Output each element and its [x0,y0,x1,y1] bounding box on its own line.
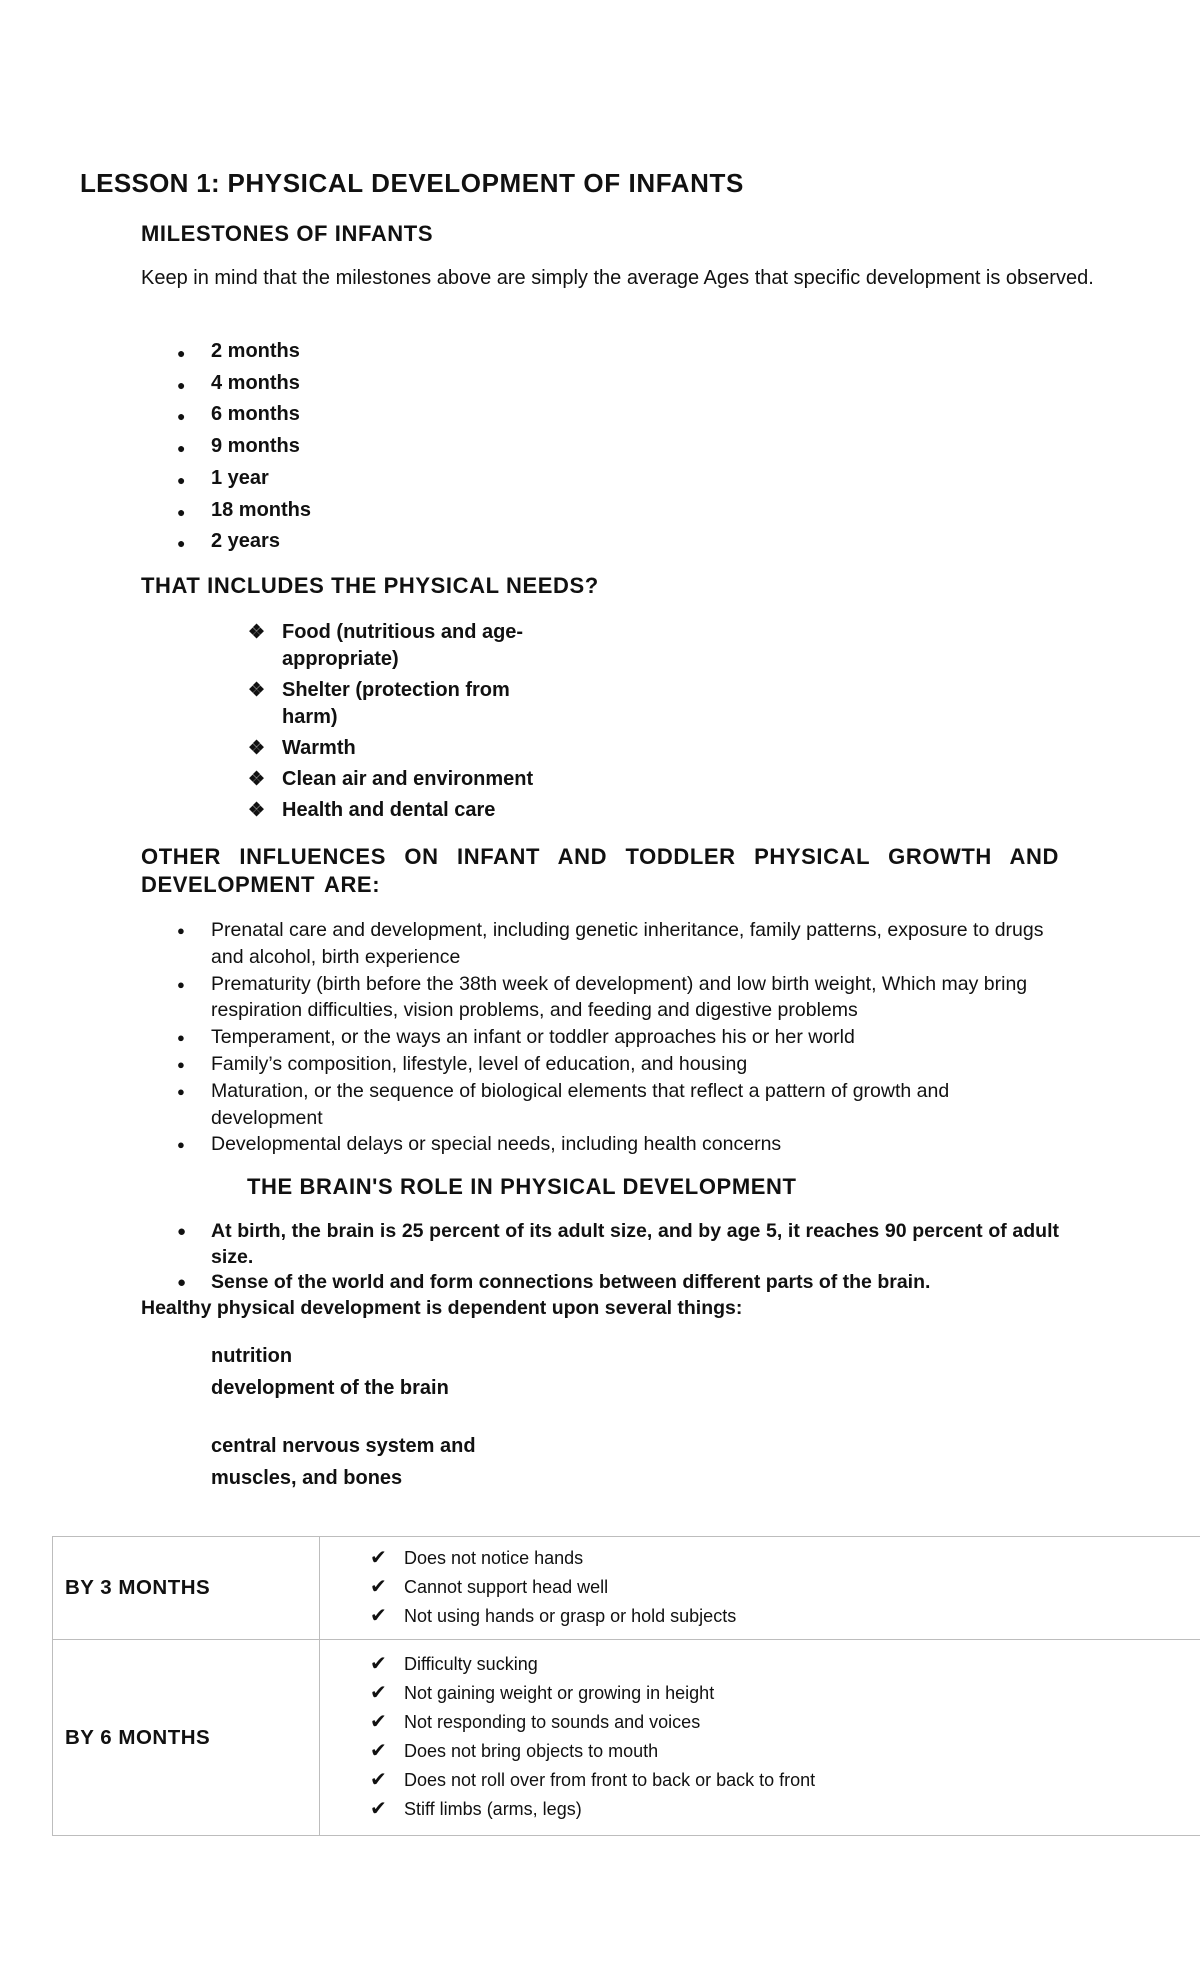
brain-list [141,1219,1059,1296]
age-list [141,336,741,558]
list-item: ● 6 months [141,399,741,431]
list-item: ✔ Does not bring objects to mouth [320,1737,1200,1766]
list-item: ✔ Not gaining weight or growing in height [320,1679,1200,1708]
lesson-prefix: LESSON 1: [80,168,228,198]
list-item: ✔ Difficulty sucking [320,1650,1200,1679]
list-item: ● 2 years [141,526,741,558]
list-item: ● At birth, the brain is 25 percent of its adult size, and by age 5, it reaches 90 percent of adult size. [141,1219,1059,1270]
physical-needs-heading: THAT INCLUDES THE PHYSICAL NEEDS? [141,573,599,598]
table-row [53,1640,1200,1836]
list-item: ❖ Health and dental care [248,797,568,824]
age-cell: BY 3 MONTHS [53,1537,320,1640]
signs-cell [320,1640,1200,1836]
milestones-intro: Keep in mind that the milestones above are simply the average Ages that specific development is observed. [141,267,1094,289]
warning-signs-table [52,1536,1200,1836]
factor-item: nutrition [211,1345,293,1367]
signs-cell [320,1537,1200,1640]
factor-item: muscles, and bones [211,1467,403,1489]
list-item: ✔ Stiff limbs (arms, legs) [320,1795,1200,1824]
list-item: ● Sense of the world and form connections between different parts of the brain. [141,1270,1059,1296]
list-item: ● 1 year [141,463,741,495]
list-item: ✔ Does not notice hands [320,1544,1200,1573]
list-item: ✔ Not using hands or grasp or hold subjects [320,1602,1200,1631]
influences-list [141,917,1061,1158]
list-item: ✔ Cannot support head well [320,1573,1200,1602]
list-item: ❖ Clean air and environment [248,766,568,793]
brain-heading: THE BRAIN'S ROLE IN PHYSICAL DEVELOPMENT [247,1174,797,1199]
list-item: ● Temperament, or the ways an infant or toddler approaches his or her world [141,1024,1061,1051]
signs-list [320,1544,1200,1631]
list-item: ● 2 months [141,336,741,368]
list-item: ✔ Not responding to sounds and voices [320,1708,1200,1737]
list-item: ❖ Food (nutritious and age-appropriate) [248,619,568,673]
table-row [53,1537,1200,1640]
list-item: ● Prematurity (birth before the 38th week of development) and low birth weight, Which may bring respiration difficulties, vision problems, and feeding and digestive problems [141,971,1061,1025]
list-item: ✔ Does not roll over from front to back or back to front [320,1766,1200,1795]
list-item: ❖ Warmth [248,735,568,762]
age-cell: BY 6 MONTHS [53,1640,320,1836]
list-item: ● Family’s composition, lifestyle, level of education, and housing [141,1051,1061,1078]
list-item: ● Developmental delays or special needs, including health concerns [141,1131,1061,1158]
milestones-heading: MILESTONES OF INFANTS [141,221,434,246]
list-item: ● 4 months [141,368,741,400]
healthy-development-line: Healthy physical development is dependent upon several things: [141,1297,743,1319]
list-item: ● 18 months [141,495,741,527]
factor-item: central nervous system and [211,1435,476,1457]
list-item: ❖ Shelter (protection from harm) [248,677,568,731]
signs-list [320,1650,1200,1824]
list-item: ● Prenatal care and development, including genetic inheritance, family patterns, exposure to drugs and alcohol, birth experience [141,917,1061,971]
lesson-title-text: PHYSICAL DEVELOPMENT OF INFANTS [227,168,744,198]
physical-needs-list [248,619,568,828]
lesson-title [80,168,744,199]
influences-heading: OTHER INFLUENCES ON INFANT AND TODDLER PHYSICAL GROWTH AND DEVELOPMENT ARE: [141,844,1059,897]
list-item: ● 9 months [141,431,741,463]
factor-item: development of the brain [211,1377,449,1399]
list-item: ● Maturation, or the sequence of biological elements that reflect a pattern of growth and development [141,1078,1061,1132]
